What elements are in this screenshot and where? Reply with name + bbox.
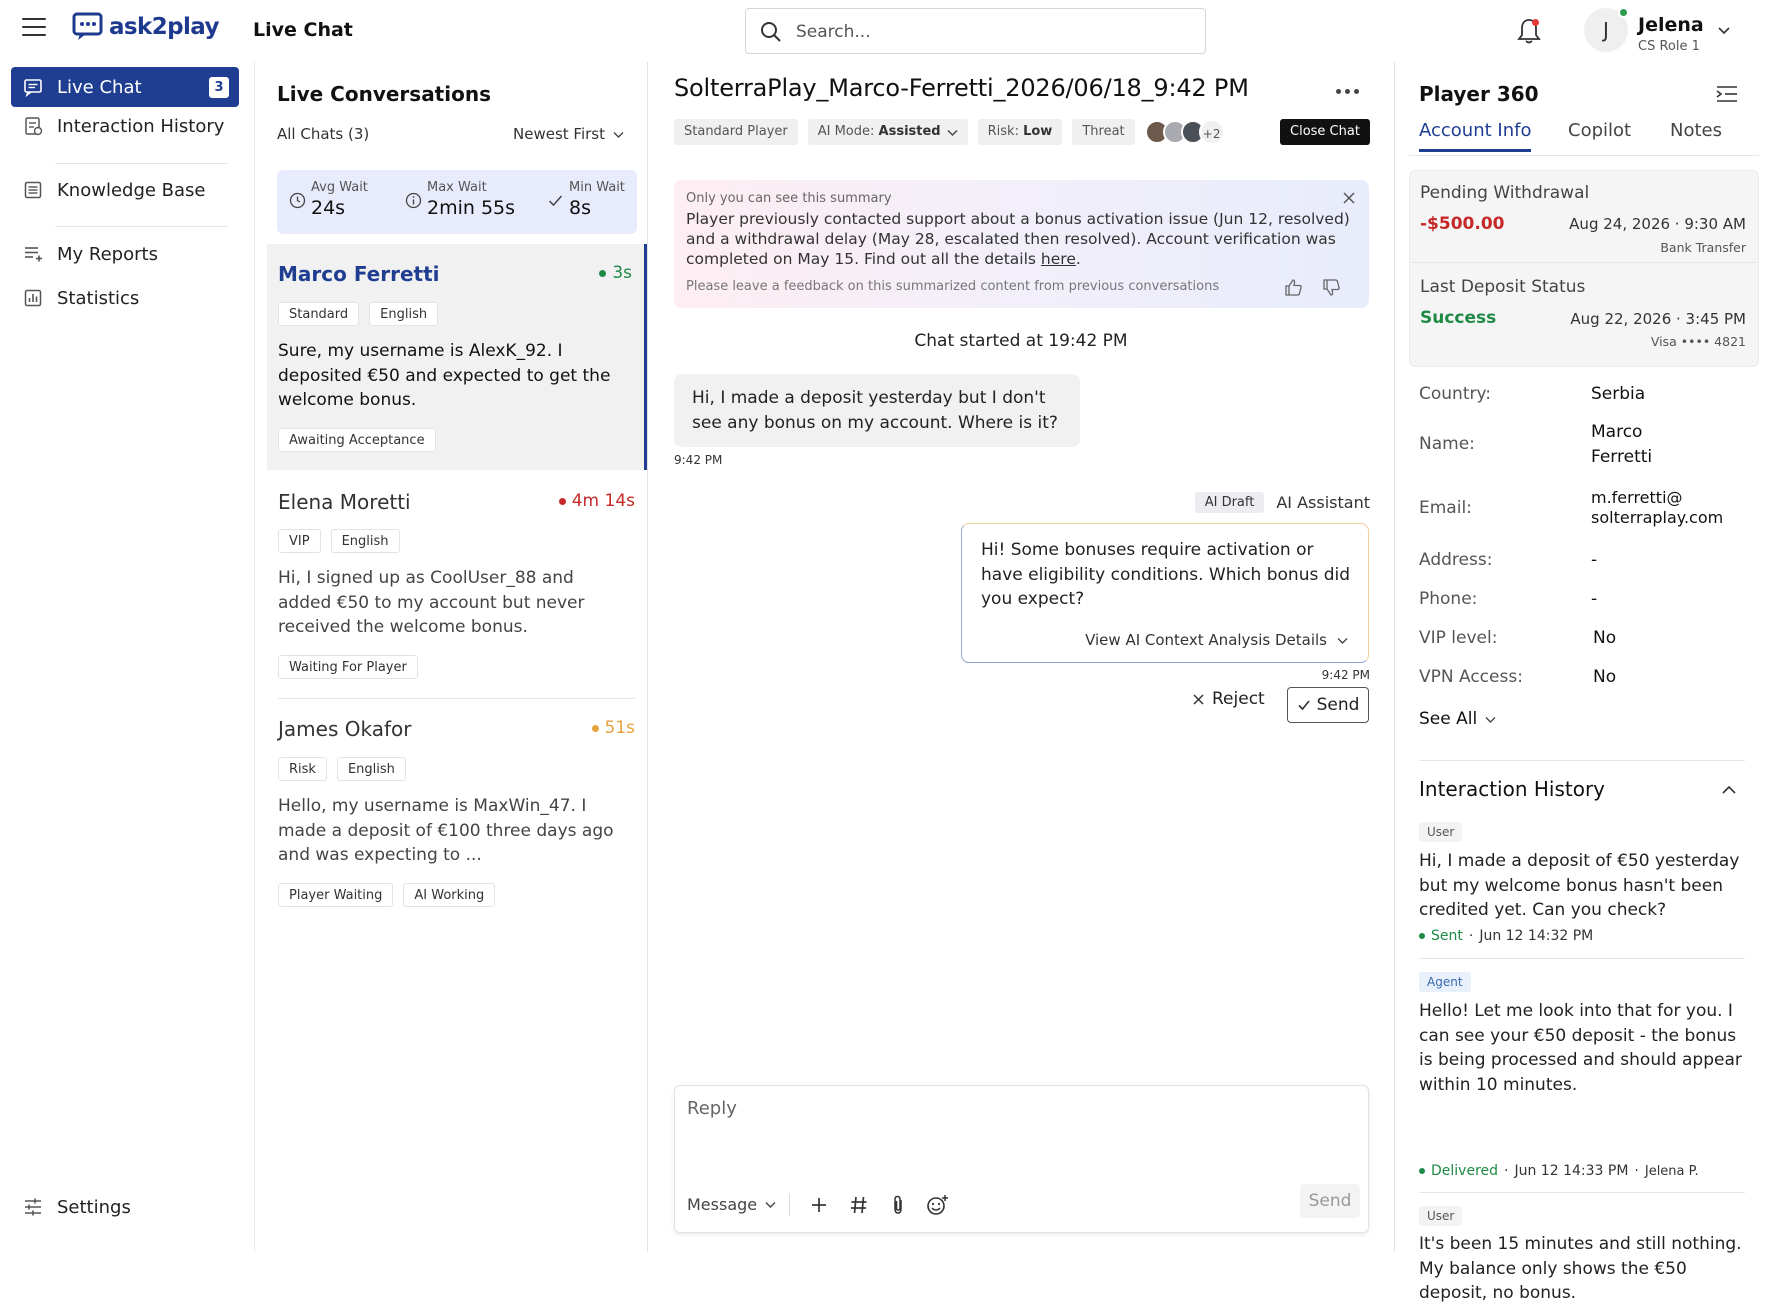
status-row (278, 655, 418, 679)
ai-mode-dropdown[interactable] (808, 119, 968, 145)
min-wait-label: Min Wait (569, 180, 625, 195)
delivery-status: Delivered (1431, 1163, 1499, 1179)
conversation-card-marco-ferretti[interactable] (267, 244, 647, 470)
info-icon (405, 192, 422, 209)
summary-heading: Only you can see this summary (686, 191, 892, 206)
name-label: Name: (1419, 434, 1475, 454)
pending-withdrawal-label: Pending Withdrawal (1420, 183, 1590, 203)
status-dot (592, 725, 599, 732)
status-badge: Awaiting Acceptance (278, 428, 436, 452)
risk-label: Risk: (987, 124, 1019, 139)
player-type-tag: VIP (278, 529, 321, 553)
ai-mode-value: Assisted (878, 124, 941, 139)
summary-details-link[interactable]: here (1040, 250, 1076, 268)
panel-title: Live Conversations (277, 82, 491, 106)
wait-time (592, 718, 636, 738)
wait-time-value: 4m 14s (571, 491, 635, 511)
ai-context-details-toggle[interactable] (1085, 631, 1348, 649)
agent-name: Jelena P. (1644, 1163, 1699, 1179)
chevron-down-icon (765, 1199, 776, 1210)
wait-time-summary (277, 170, 637, 234)
avg-wait-label: Avg Wait (311, 180, 368, 195)
max-wait-label: Max Wait (427, 180, 487, 195)
min-wait-value: 8s (569, 197, 591, 219)
player-message-bubble: Hi, I made a deposit yesterday but I don't see any bonus on my account. Where is it? (674, 374, 1080, 447)
send-draft-button[interactable] (1287, 687, 1369, 723)
sidebar-item-interaction-history[interactable] (11, 106, 239, 146)
last-message: Hi, I signed up as CoolUser_88 and added €50 to my account but never received the welcome bonus. (278, 568, 585, 637)
role-badge-user: User (1419, 1206, 1462, 1226)
divider (55, 163, 228, 164)
wait-time-value: 3s (612, 263, 632, 283)
language-tag: English (369, 302, 438, 326)
panel-title: Player 360 (1419, 82, 1539, 106)
conversation-card-elena-moretti[interactable] (267, 472, 647, 680)
tag-row (278, 529, 400, 553)
divider (789, 1194, 790, 1216)
clock-icon (289, 192, 306, 209)
emoji-icon[interactable] (925, 1193, 949, 1217)
chat-logo-icon (72, 12, 103, 41)
hamburger-menu-icon[interactable] (22, 18, 46, 38)
chat-start-notice: Chat started at 19:42 PM (914, 331, 1128, 351)
status-dot (559, 498, 566, 505)
player-name: James Okafor (278, 717, 412, 741)
vpn-access-label: VPN Access: (1419, 667, 1523, 687)
interaction-history-title: Interaction History (1419, 777, 1606, 801)
sidebar-item-label: My Reports (57, 243, 158, 265)
chevron-down-icon (613, 129, 624, 140)
last-message: Sure, my username is AlexK_92. I deposited €50 and expected to get the welcome bonus. (278, 341, 611, 410)
delivery-status: Sent (1431, 928, 1463, 944)
sidebar-item-settings[interactable] (11, 1187, 239, 1227)
avatar: J (1584, 8, 1628, 52)
sidebar (0, 62, 254, 1252)
player-name: Marco Ferretti (278, 262, 440, 286)
max-wait-value: 2min 55s (427, 197, 516, 219)
ai-draft-header (1195, 492, 1370, 513)
name-value-last: Ferretti (1591, 447, 1653, 467)
sidebar-item-my-reports[interactable] (11, 234, 239, 274)
summary-text: Player previously contacted support about a bonus activation issue (Jun 12, resolved) and a withdrawal delay (May 28, escalated then resolved). Account verification was completed on May 15. Find out all the details (686, 210, 1350, 268)
statistics-icon (23, 288, 43, 308)
pending-withdrawal-method: Bank Transfer (1660, 240, 1746, 255)
history-icon (23, 116, 43, 136)
pending-withdrawal-date: Aug 24, 2026 · 9:30 AM (1569, 215, 1746, 233)
email-value-user: m.ferretti@ (1591, 488, 1683, 507)
status-dot (1419, 933, 1425, 939)
role-badge-agent: Agent (1419, 972, 1471, 992)
chevron-up-icon[interactable] (1721, 782, 1737, 798)
sidebar-item-knowledge-base[interactable] (11, 170, 239, 210)
send-label: Send (1316, 695, 1360, 715)
status-dot (599, 270, 606, 277)
threat-tag: Threat (1072, 119, 1134, 145)
close-icon[interactable] (1341, 190, 1357, 206)
checkmark-icon (1297, 698, 1311, 712)
player-type-tag: Standard (278, 302, 359, 326)
reports-icon (23, 244, 43, 264)
page-title: Live Chat (253, 19, 353, 41)
ai-summary-card (674, 180, 1369, 308)
participant-avatars[interactable] (1145, 119, 1225, 145)
reply-composer (674, 1085, 1369, 1233)
reply-input[interactable] (687, 1098, 1357, 1158)
player-type-tag: Risk (278, 757, 327, 781)
language-tag: English (337, 757, 406, 781)
top-bar (0, 0, 1766, 62)
chat-tag-row (674, 119, 1225, 145)
status-badge: Player Waiting (278, 883, 393, 907)
message-meta: Delivered · Jun 12 14:33 PM · Jelena P. (1419, 1163, 1699, 1179)
tab-account-info[interactable]: Account Info (1419, 120, 1531, 152)
user-menu[interactable] (1584, 6, 1759, 56)
status-row (278, 883, 495, 907)
see-all-label: See All (1419, 709, 1478, 729)
sidebar-item-live-chat[interactable] (11, 67, 239, 107)
language-tag: English (331, 529, 400, 553)
divider (1419, 958, 1745, 959)
chat-title: SolterraPlay_Marco-Ferretti_2026/06/18_9:42 PM (674, 74, 1249, 102)
sidebar-item-label: Settings (57, 1196, 131, 1218)
chevron-down-icon (1485, 714, 1496, 725)
conversation-card-james-okafor[interactable] (267, 699, 647, 909)
email-value-domain: solterraplay.com (1591, 508, 1724, 527)
vip-level-label: VIP level: (1419, 628, 1498, 648)
attachment-icon[interactable] (886, 1193, 910, 1217)
player-type-tag: Standard Player (674, 119, 798, 145)
sidebar-item-label: Interaction History (57, 115, 225, 137)
user-name: Jelena (1638, 14, 1704, 36)
notification-dot (1532, 19, 1539, 26)
chevron-down-icon (1337, 635, 1348, 646)
checkmark-icon (547, 192, 564, 209)
vpn-access-value: No (1593, 667, 1617, 687)
summary-body: Player previously contacted support about a bonus activation issue (Jun 12, resolved) and a withdrawal delay (May 28, escalated then resolved). Account verification was completed on May 15. Find out all the details here. (686, 210, 1350, 268)
player-360-panel (1394, 62, 1766, 1303)
last-message: Hello, my username is MaxWin_47. I made a deposit of €100 three days ago and was expecting to ... (278, 796, 614, 865)
tag-row (278, 302, 438, 326)
status-dot (1419, 1168, 1425, 1174)
address-label: Address: (1419, 550, 1493, 570)
avg-wait-value: 24s (311, 197, 346, 219)
chevron-down-icon (1717, 23, 1731, 37)
sort-dropdown[interactable] (513, 125, 624, 143)
chat-filter[interactable]: All Chats (3) (277, 125, 370, 143)
more-options-icon[interactable] (1334, 82, 1364, 102)
chevron-down-icon (947, 127, 958, 138)
role-badge-user: User (1419, 822, 1462, 842)
reject-label: Reject (1212, 689, 1265, 709)
knowledge-base-icon (23, 180, 43, 200)
vip-level-value: No (1593, 628, 1617, 648)
wait-time (559, 491, 635, 511)
tab-copilot[interactable]: Copilot (1568, 120, 1632, 141)
ai-draft-text: Hi! Some bonuses require activation or have eligibility conditions. Which bonus did you expect? (981, 540, 1351, 609)
chat-panel (648, 62, 1394, 1252)
details-label: View AI Context Analysis Details (1085, 631, 1327, 649)
tab-notes[interactable]: Notes (1670, 120, 1722, 141)
divider (1419, 1192, 1745, 1193)
risk-tag (978, 119, 1063, 145)
brand-name: ask2play (109, 13, 219, 40)
status-row (278, 428, 436, 452)
notifications-button[interactable] (1516, 17, 1542, 45)
country-value: Serbia (1591, 384, 1646, 404)
wait-time (599, 263, 632, 283)
hashtag-icon[interactable] (847, 1193, 871, 1217)
player-name: Elena Moretti (278, 490, 411, 514)
close-chat-button[interactable]: Close Chat (1280, 119, 1370, 145)
online-status-dot (1618, 7, 1629, 18)
wait-time-value: 51s (604, 718, 635, 738)
transaction-status-card (1409, 170, 1759, 367)
sidebar-item-label: Knowledge Base (57, 179, 206, 201)
unread-count-badge: 3 (209, 77, 229, 98)
name-value-first: Marco (1591, 422, 1643, 442)
message-type-dropdown[interactable] (687, 1195, 776, 1214)
message-type-label: Message (687, 1195, 758, 1214)
message-time: Jun 12 14:32 PM (1479, 928, 1594, 944)
user-role: CS Role 1 (1638, 39, 1700, 54)
plus-icon[interactable] (807, 1193, 831, 1217)
last-deposit-status: Success (1420, 308, 1497, 328)
ai-mode-label: AI Mode: (817, 124, 875, 139)
last-deposit-date: Aug 22, 2026 · 3:45 PM (1570, 310, 1746, 328)
sort-label: Newest First (513, 125, 605, 143)
thumbs-down-icon[interactable] (1322, 278, 1341, 297)
message-meta: Sent · Jun 12 14:32 PM (1419, 928, 1593, 944)
history-message: Hi, I made a deposit of €50 yesterday but my welcome bonus hasn't been credited yet. Can you check? (1419, 851, 1740, 920)
sidebar-item-statistics[interactable] (11, 278, 239, 318)
phone-value: - (1591, 589, 1598, 609)
message-timestamp: 9:42 PM (1321, 668, 1370, 682)
country-label: Country: (1419, 384, 1492, 404)
search-input[interactable] (796, 18, 1191, 46)
reject-draft-button[interactable] (1192, 689, 1265, 709)
divider (1409, 155, 1759, 156)
ai-draft-bubble (961, 523, 1369, 663)
settings-sliders-icon (23, 1197, 43, 1217)
phone-label: Phone: (1419, 589, 1478, 609)
close-icon (1192, 693, 1205, 706)
more-participants-count: +2 (1199, 119, 1225, 145)
sidebar-item-label: Live Chat (57, 76, 142, 98)
conversations-panel (254, 62, 648, 1252)
pending-withdrawal-amount: -$500.00 (1420, 214, 1505, 234)
message-time: Jun 12 14:33 PM (1514, 1163, 1629, 1179)
divider (55, 226, 228, 227)
sidebar-item-label: Statistics (57, 287, 140, 309)
live-chat-icon (23, 77, 43, 97)
email-label: Email: (1419, 498, 1472, 518)
ai-draft-badge: AI Draft (1195, 492, 1265, 513)
divider (1419, 760, 1745, 761)
brand-logo[interactable] (72, 12, 219, 41)
send-reply-button[interactable]: Send (1300, 1184, 1360, 1218)
tag-row (278, 757, 406, 781)
divider (1410, 262, 1758, 263)
thumbs-up-icon[interactable] (1284, 278, 1303, 297)
see-all-button[interactable] (1419, 709, 1496, 729)
history-message: It's been 15 minutes and still nothing. My balance only shows the €50 deposit, no bonus. (1419, 1234, 1742, 1303)
search-icon (759, 20, 783, 44)
ai-author: AI Assistant (1276, 493, 1370, 512)
status-badge: AI Working (403, 883, 495, 907)
last-deposit-label: Last Deposit Status (1420, 277, 1586, 297)
address-value: - (1591, 550, 1598, 570)
risk-value: Low (1023, 124, 1053, 139)
last-deposit-method: Visa •••• 4821 (1650, 334, 1746, 349)
history-message: Hello! Let me look into that for you. I can see your €50 deposit - the bonus is being processed and should appear within 10 minutes. (1419, 1001, 1742, 1095)
message-timestamp: 9:42 PM (674, 453, 723, 467)
search-box[interactable] (745, 8, 1206, 54)
summary-feedback-prompt: Please leave a feedback on this summarized content from previous conversations (686, 279, 1220, 294)
collapse-panel-icon[interactable] (1715, 84, 1739, 104)
status-badge: Waiting For Player (278, 655, 418, 679)
